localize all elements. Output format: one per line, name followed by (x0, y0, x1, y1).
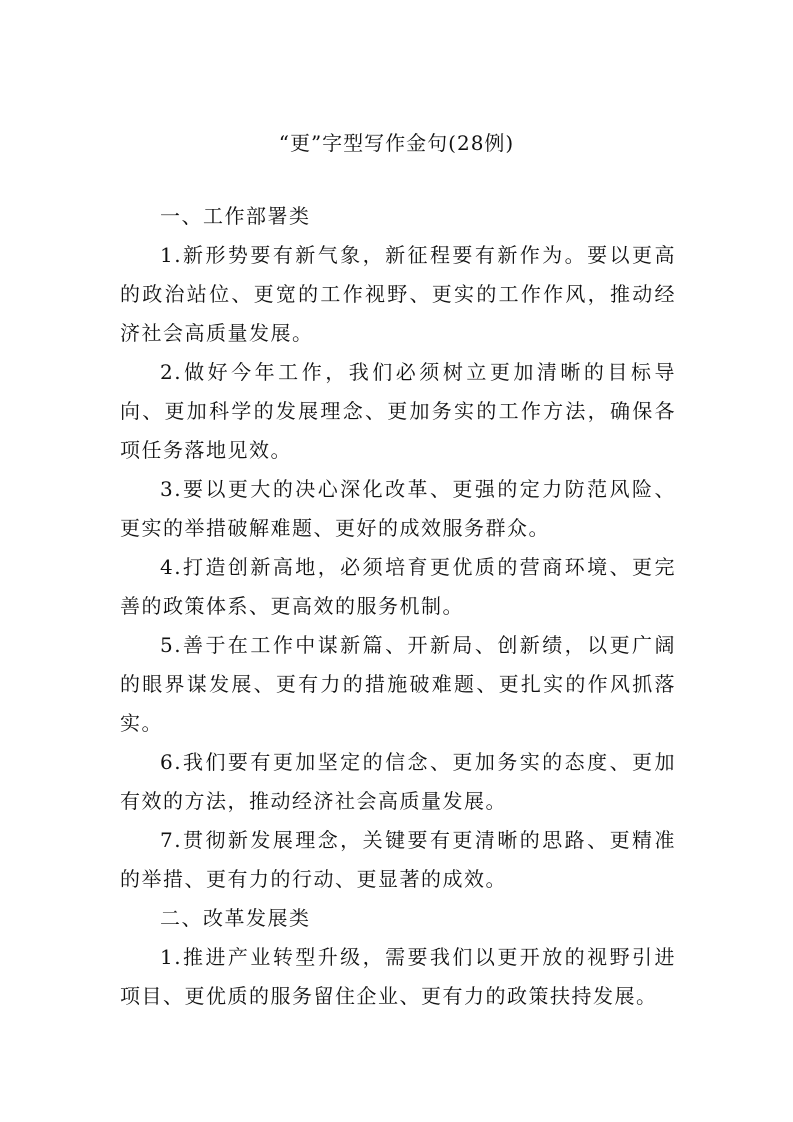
document-body (120, 197, 676, 1016)
paragraph: 3.要以更大的决心深化改革、更强的定力防范风险、更实的举措破解难题、更好的成效服务群众。 (120, 477, 676, 540)
paragraph: 5.善于在工作中谋新篇、开新局、创新绩，以更广阔的眼界谋发展、更有力的措施破难题、更扎实的作风抓落实。 (120, 633, 676, 735)
paragraph: 1.新形势要有新气象，新征程要有新作为。要以更高的政治站位、更宽的工作视野、更实的工作作风，推动经济社会高质量发展。 (120, 243, 676, 345)
section-heading-reform-development: 二、改革发展类 (160, 906, 311, 930)
paragraph: 7.贯彻新发展理念，关键要有更清晰的思路、更精准的举措、更有力的行动、更显著的成效。 (120, 828, 676, 891)
paragraph: 2.做好今年工作，我们必须树立更加清晰的目标导向、更加科学的发展理念、更加务实的工作方法，确保各项任务落地见效。 (120, 360, 676, 462)
paragraph: 4.打造创新高地，必须培育更优质的营商环境、更完善的政策体系、更高效的服务机制。 (120, 555, 676, 618)
paragraph: 1.推进产业转型升级，需要我们以更开放的视野引进项目、更优质的服务留住企业、更有力的政策扶持发展。 (120, 945, 676, 1008)
section-heading-work-deployment: 一、工作部署类 (160, 204, 311, 228)
paragraph: 6.我们要有更加坚定的信念、更加务实的态度、更加有效的方法，推动经济社会高质量发展。 (120, 750, 676, 813)
document-title: “更”字型写作金句(28例) (278, 131, 515, 155)
